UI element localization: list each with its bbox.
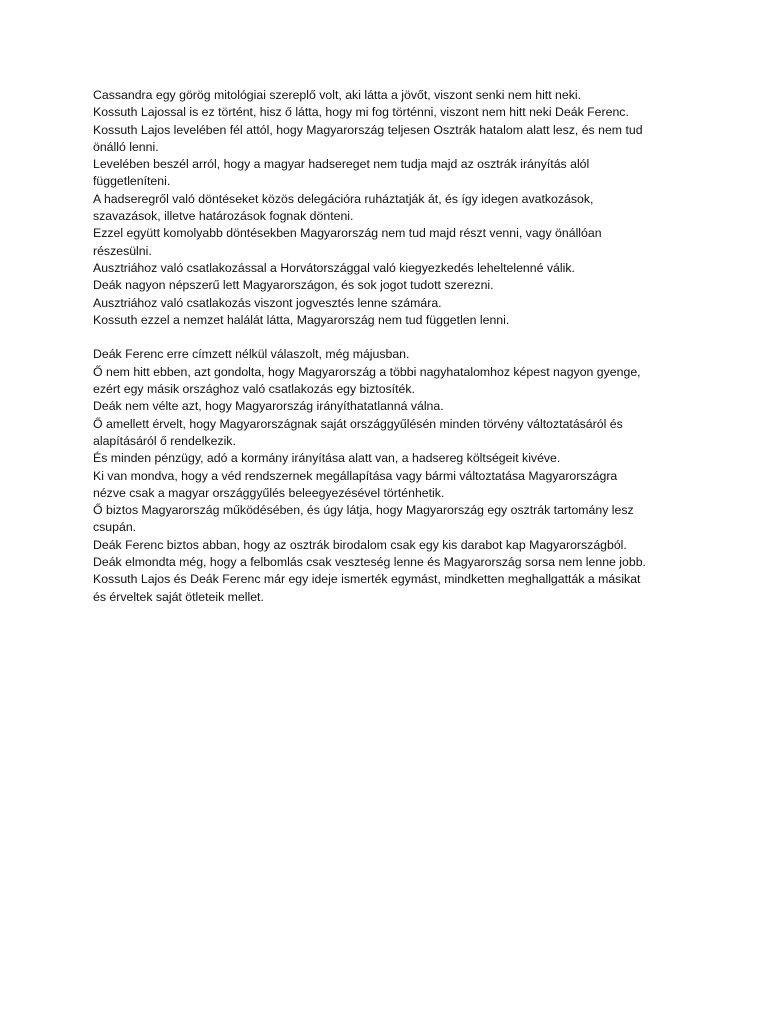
text-line: részesülni. xyxy=(93,243,152,258)
text-line: Cassandra egy görög mitológiai szereplő volt, aki látta a jövőt, viszont senki nem hitt neki. xyxy=(93,88,582,102)
text-line: függetleníteni. xyxy=(93,174,171,189)
text-line: Deák Ferenc biztos abban, hogy az osztrák birodalom csak egy kis darabot kap Magyarországból. xyxy=(93,537,627,552)
text-line: Ausztriához való csatlakozással a Horvátországgal való kiegyezkedés leheltelenné válik. xyxy=(93,260,575,275)
text-line: Ezzel együtt komolyabb döntésekben Magyarország nem tud majd részt venni, vagy önállóan xyxy=(93,226,602,241)
text-line: Ausztriához való csatlakozás viszont jogvesztés lenne számára. xyxy=(93,295,442,310)
text-line: alapításáról ő rendelkezik. xyxy=(93,433,236,448)
text-line: Kossuth Lajos levelében fél attól, hogy Magyarország teljesen Osztrák hatalom alatt lesz, és nem tud xyxy=(93,122,643,137)
text-line: Ki van mondva, hogy a véd rendszernek megállapítása vagy bármi változtatása Magyarországra xyxy=(93,468,618,483)
text-line: Deák nagyon népszerű lett Magyarországon, és sok jogot tudott szerezni. xyxy=(93,278,494,293)
text-line: És minden pénzügy, adó a kormány irányítása alatt van, a hadsereg költségeit kivéve. xyxy=(93,451,561,466)
text-line: Kossuth Lajos és Deák Ferenc már egy ideje ismerték egymást, mindketten meghallgatták a másikat xyxy=(93,572,641,587)
text-line: Deák elmondta még, hogy a felbomlás csak veszteség lenne és Magyarország sorsa nem lenne jobb. xyxy=(93,555,646,570)
text-line: Deák Ferenc erre címzett nélkül válaszolt, még májusban. xyxy=(93,347,410,362)
text-line: és érveltek saját ötleteik mellet. xyxy=(93,589,264,604)
text-line: Ő biztos Magyarország működésében, és úgy látja, hogy Magyarország egy osztrák tartomány lesz xyxy=(93,503,634,518)
text-line: A hadseregről való döntéseket közös delegációra ruháztatják át, és így idegen avatkozások, xyxy=(93,191,594,206)
text-line: szavazások, illetve határozások fognak dönteni. xyxy=(93,209,354,224)
text-line: Ő amellett érvelt, hogy Magyarországnak saját országgyűlésén minden törvény változtatásáról és xyxy=(93,416,623,431)
text-line: csupán. xyxy=(93,520,137,535)
paragraph-deak-reply xyxy=(93,346,683,605)
text-line: Deák nem vélte azt, hogy Magyarország irányíthatatlanná válna. xyxy=(93,399,444,414)
text-line: Ő nem hitt ebben, azt gondolta, hogy Magyarország a többi nagyhatalomhoz képest nagyon gyenge, xyxy=(93,364,641,379)
text-line: nézve csak a magyar országgyűlés beleegyezésével történhetik. xyxy=(93,485,445,500)
document-body xyxy=(93,87,683,606)
text-line: Kossuth Lajossal is ez történt, hisz ő látta, hogy mi fog történni, viszont nem hitt neki Deák Ferenc. xyxy=(93,105,629,120)
text-line: önálló lenni. xyxy=(93,139,159,154)
text-line: Levelében beszél arról, hogy a magyar hadsereget nem tudja majd az osztrák irányítás alól xyxy=(93,157,590,172)
paragraph-kossuth-letter xyxy=(93,87,683,329)
text-line: Kossuth ezzel a nemzet halálát látta, Magyarország nem tud független lenni. xyxy=(93,312,510,327)
text-line: ezért egy másik országhoz való csatlakozás egy biztosíték. xyxy=(93,382,415,397)
